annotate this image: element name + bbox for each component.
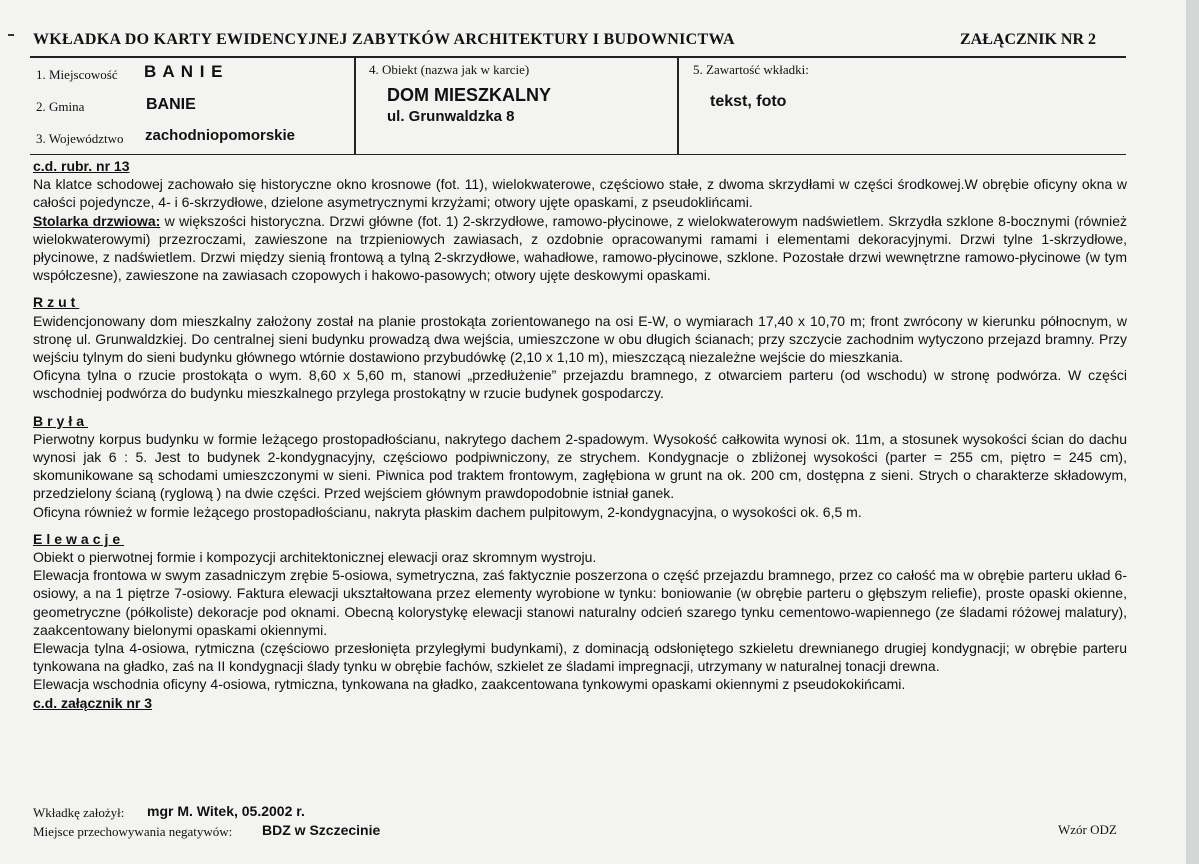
content-value: tekst, foto <box>710 93 787 110</box>
box-divider-2 <box>677 58 679 155</box>
elevations-paragraph-2: Elewacja frontowa w swym zasadniczym zrębie 5-osiowa, symetryczna, zaś faktycznie poszerzona o część przejazdu bramnego, przez co całość ma w obrębie parteru układ 6-osiowy, a na 1 piętrze 7-osiowy. Faktura elewacji ukształtowana przez elementy wyrobione w tynku: boniowanie (w obrębie parteru o głębszym reliefie), proste opaski okienne, geometryczne (półkoliste) dekoracje pod oknami. Obecną kolorystykę elewacji stanowi naturalny odcień szarego tynku cementowo-wapiennego (ze śladami różowej malatury), zaakcentowany bielonymi opaskami okiennymi. <box>33 567 1127 638</box>
mass-heading: Bryła <box>33 412 89 429</box>
locality-value: B A N I E <box>144 62 224 81</box>
voivodeship-label: 3. Województwo <box>36 131 124 146</box>
plan-paragraph-2: Oficyna tylna o rzucie prostokąta o wym. 8,60 x 5,60 m, stanowi „przedłużenie” przejazdu bramnego, z otwarciem parteru (od wschodu) w stronę podwórza. W części wschodniej podwórza do budynku mieszkalnego przylega prostokątny w rzucie budynek gospodarczy. <box>33 367 1127 402</box>
card-title: WKŁADKA DO KARTY EWIDENCYJNEJ ZABYTKÓW ARCHITEKTURY I BUDOWNICTWA <box>33 31 735 48</box>
author-label: Wkładkę założył: <box>33 805 125 820</box>
content-label: 5. Zawartość wkładki: <box>693 62 809 77</box>
mass-paragraph-2: Oficyna również w formie leżącego prostopadłościanu, nakryta płaskim dachem pulpitowym, 2-kondygnacyjna, o wysokości ok. 6,5 m. <box>33 503 862 520</box>
commune-label: 2. Gmina <box>36 99 85 114</box>
voivodeship-value: zachodniopomorskie <box>145 127 296 144</box>
object-name: DOM MIESZKALNY <box>387 85 551 105</box>
box-divider-1 <box>354 58 356 155</box>
mass-paragraph-1: Pierwotny korpus budynku w formie leżącego prostopadłościanu, nakrytego dachem 2-spadowym. Wysokość całkowita wynosi ok. 11m, a stosunek wysokości ścian do dachu wynosi jak 6 : 5. Jest to budynek 2-kondygnacyjny, częściowo podpiwniczony, ze strychem. Kondygnacje o zbliżonej wysokości (parter = 255 cm, piętro = 245 cm), skomunikowane są schodami umieszczonymi w sieni. Piwnica pod traktem frontowym, zagłębiona w grunt na ok. 200 cm, dostępna z sieni. Strych o charakterze składowym, przedzielony ścianą (ryglową ) na dwie części. Przed wejściem głównym prawdopodobnie istniał ganek. <box>33 430 1127 502</box>
scan-edge <box>1186 0 1199 864</box>
continuation-heading: c.d. rubr. nr 13 <box>33 158 130 174</box>
locality-label: 1. Miejscowość <box>36 67 118 82</box>
annex-continuation-heading: c.d. załącznik nr 3 <box>33 694 153 711</box>
description-body <box>33 157 1127 712</box>
author-value: mgr M. Witek, 05.2002 r. <box>147 803 305 819</box>
doors-heading: Stolarka drzwiowa: <box>33 212 161 229</box>
elevations-paragraph-3: Elewacja tylna 4-osiowa, rytmiczna (częściowo przesłonięta przyległymi budynkami), z dominacją odsłoniętego szkieletu drewnianego drugiej kondygnacji; w obrębie parteru tynkowana na gładko, zaś na II kondygnacji ślady tynku w obrębie fachów, szkielet ze śladami impregnacji, utrzymany w naturalnej tonacji drewna. <box>33 640 1127 675</box>
commune-value: BANIE <box>146 96 196 113</box>
elevations-paragraph-1: Obiekt o pierwotnej formie i kompozycji architektonicznej elewacji oraz skromnym wystroju. <box>33 549 597 566</box>
negatives-location-label: Miejsce przechowywania negatywów: <box>33 824 233 839</box>
elevations-paragraph-4: Elewacja wschodnia oficyny 4-osiowa, rytmiczna, tynkowana na gładko, zaakcentowana tynkowymi opaskami okiennymi z pseudokokińcami. <box>33 676 906 693</box>
annex-number: ZAŁĄCZNIK NR 2 <box>960 31 1097 48</box>
object-label: 4. Obiekt (nazwa jak w karcie) <box>369 62 530 77</box>
elevations-heading: Elewacje <box>33 530 125 547</box>
window-paragraph: Na klatce schodowej zachowało się historyczne okno krosnowe (fot. 11), wielokwaterowe, częściowo stałe, z dwoma skrzydłami w części środkowej.W obrębie oficyny okna w całości pojedyncze, 4- i 6-skrzydłowe, dzielone asymetrycznymi krzyżami; otwory ujęte opaskami, z pseudoklińcami. <box>33 176 1127 211</box>
plan-heading: Rzut <box>33 294 80 311</box>
plan-paragraph-1: Ewidencjonowany dom mieszkalny założony został na planie prostokąta zorientowanego na osi E-W, o wymiarach 17,40 x 10,70 m; front zwrócony w kierunku północnym, w stronę ul. Grunwaldzkiej. Do centralnej sieni budynku prowadzą dwa wejścia, umieszczone w obu długich ścianach; przy szczycie zachodnim wytyczono przejazd bramny. Przy wejściu tylnym do sieni budynku głównego wtórnie dostawiono przybudówkę (2,10 x 1,10 m), mieszczącą niezależne wejście do mieszkania. <box>33 312 1127 366</box>
scan-mark <box>8 34 14 36</box>
form-model: Wzór ODZ <box>1058 822 1117 837</box>
negatives-location-value: BDZ w Szczecinie <box>262 822 381 838</box>
doors-paragraph: w większości historyczna. Drzwi główne (fot. 1) 2-skrzydłowe, ramowo-płycinowe, z wielokwaterowym nadświetlem. Skrzydła szklone 8-bocznymi (również wielokwaterowymi) przezroczami, zawieszone na trzpieniowych zawiasach, z ozdobnie opracowanymi ramami i elementami dekoracyjnymi. Drzwi tylne 1-skrzydłowe, płycinowe, z nadświetlem. Drzwi między sienią frontową a tylną 2-skrzydłowe, wahadłowe, ramowo-płycinowe, szklone. Pozostałe drzwi wewnętrzne ramowo-płycinowe (w tym współczesne), zawieszone na zawiasach czopowych i hakowo-pasowych; otwory ujęte deskowymi opaskami. <box>33 212 1127 284</box>
object-address: ul. Grunwaldzka 8 <box>387 108 515 125</box>
